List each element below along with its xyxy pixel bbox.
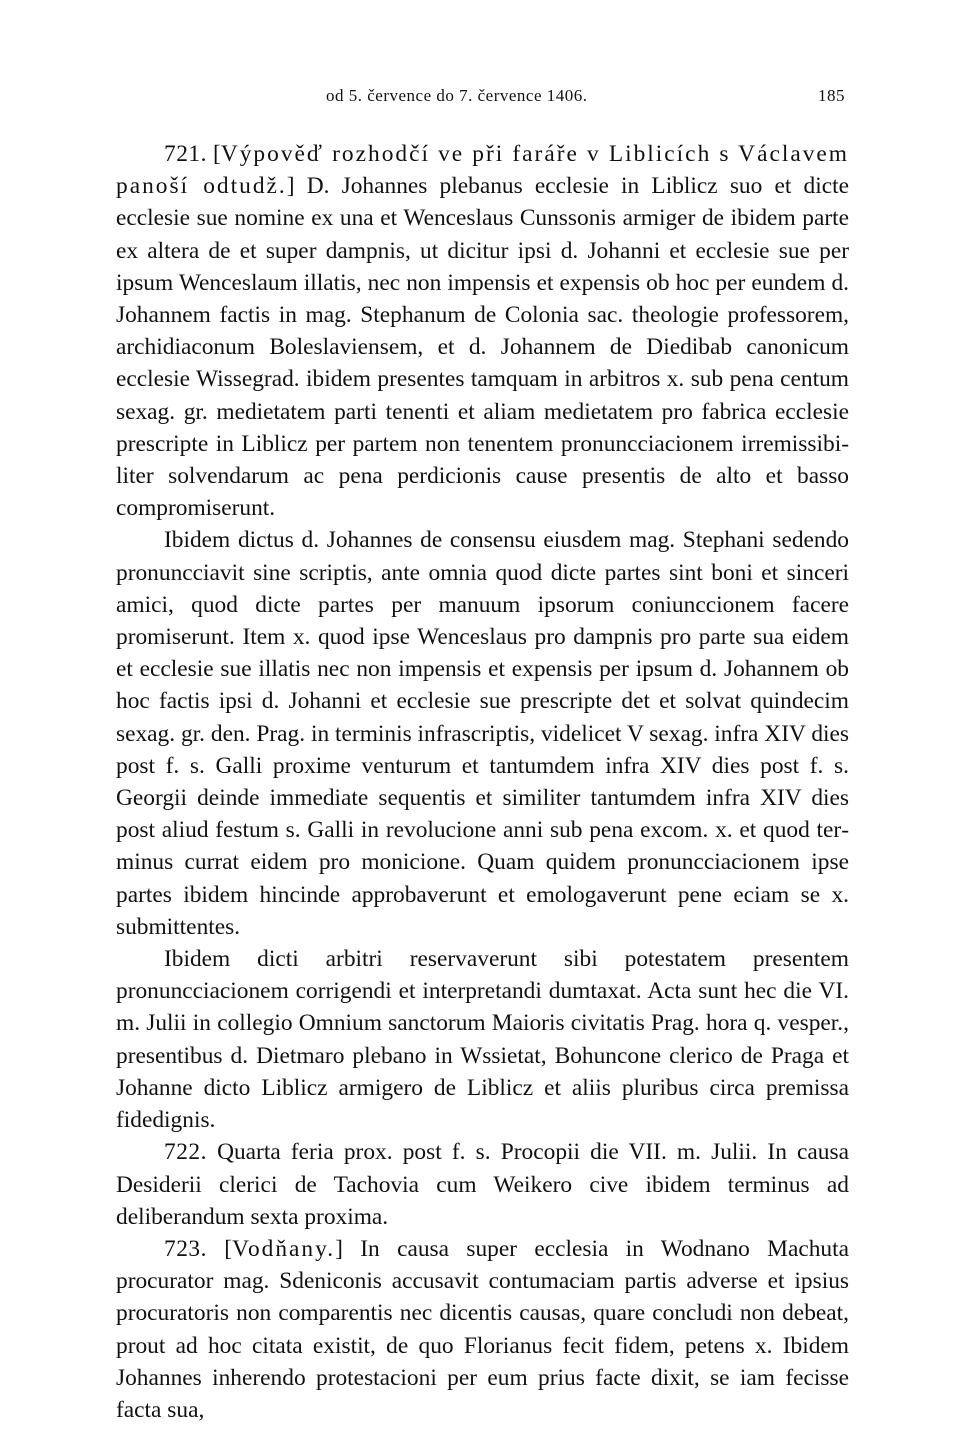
paragraph: Ibidem dicti arbitri reservaverunt sibi potestatem presentem pronuncciacionem corrigendi et interpretandi dumtaxat. Acta sunt hec die VI. m. Julii in collegio Omnium sanctorum Maioris civitatis Prag. hora q. vesper., presentibus d. Dietmaro plebano in Wssietat, Bohuncone clerico de Praga et Johanne dicto Liblicz armigero de Liblicz et aliis pluribus circa premissa fidedignis.: [116, 946, 849, 1134]
page-number: 185: [818, 86, 845, 105]
running-header: [116, 86, 849, 116]
entry-number: 721.: [164, 141, 207, 167]
entry-number: 722.: [164, 1139, 207, 1166]
entry-heading: Vodňany.: [232, 1235, 336, 1262]
bracket-open: [: [206, 141, 221, 167]
entry-heading: Výpověď rozhodčí ve při faráře v Liblicích s Václavem panoší odtudž.: [116, 141, 849, 200]
entry-721: [116, 138, 849, 524]
entry-722: [116, 1136, 849, 1233]
paragraph: Ibidem dictus d. Johannes de consensu eiusdem mag. Stephani sedendo pronuncciavit sine scriptis, ante omnia quod dicte partes sint boni et sinceri amici, quod dicte partes per manuum ipsorum coniunccionem facere promiserunt. Item x. quod ipse Wenceslaus pro dampnis pro parte sua eidem et ecclesie sue illatis nec non impensis et expensis per ipsum d. Johannem ob hoc factis ipsi d. Johanni et ecclesie sue prescripte det et solvat quindecim sexag. gr. den. Prag. in terminis infrascriptis, videlicet V sexag. infra XIV dies post f. s. Galli proxime venturum et tantumdem infra XIV dies post f. s. Georgii deinde immediate sequentis et similiter tantumdem infra XIV dies post aliud festum s. Galli in revolucione anni sub pena excom. x. et quod terminus currat eidem pro monicione. Quam quidem pronuncciacionem ipse partes ibidem hincinde approbaverunt et emologaverunt pene eciam se x. submittentes.: [116, 527, 849, 940]
entry-text: Quarta feria prox. post f. s. Procopii die VII. m. Julii. In causa Desiderii clerici de Tachovia cum Weikero cive ibidem terminus ad deliberandum sexta proxima.: [116, 1139, 849, 1230]
header-title: od 5. července do 7. července 1406.: [326, 86, 588, 105]
entry-number: 723.: [164, 1235, 207, 1262]
document-page: [116, 86, 849, 1426]
bracket-close: ]: [335, 1235, 361, 1262]
entry-text: In causa super ecclesia in Wodnano Machuta procurator mag. Sdeniconis accusavit contumaciam partis adverse et ipsius procuratoris non comparentis nec dicentis causas, quare concludi non debeat, prout ad hoc citata existit, de quo Florianus fecit fidem, petens x. Ibidem Johannes inherendo protestacioni per eum prius facte dixit, se iam fecisse facta sua,: [116, 1235, 849, 1423]
entry-text: D. Johannes plebanus ecclesie in Liblicz suo et dicte ecclesie sue nomine ex una et Wenceslaus Cunssonis armiger de ibidem parte ex altera de et super dampnis, ut dicitur ipsi d. Johanni et ecclesie sue per ipsum Wenceslaum illatis, nec non impensis et expensis ob hoc per eundem d. Johannem factis in mag. Stephanum de Colonia sac. theologie professorem, archidiaconum Boleslaviensem, et d. Johannem de Diedibab canonicum ecclesie Wissegrad. ibidem presentes tamquam in arbitros x. sub pena centum sexag. gr. medietatem parti tenenti et aliam medietatem pro fabrica ecclesie prescripte in Liblicz per partem non tenentem pronuncciacionem irremissibiliter solvendarum ac pena perdicionis cause presentis de alto et basso compromiserunt.: [116, 173, 849, 522]
entry-723: [116, 1233, 849, 1426]
bracket-close: ]: [286, 173, 307, 200]
body-text: [116, 138, 849, 1426]
bracket-open: [: [206, 1235, 233, 1262]
